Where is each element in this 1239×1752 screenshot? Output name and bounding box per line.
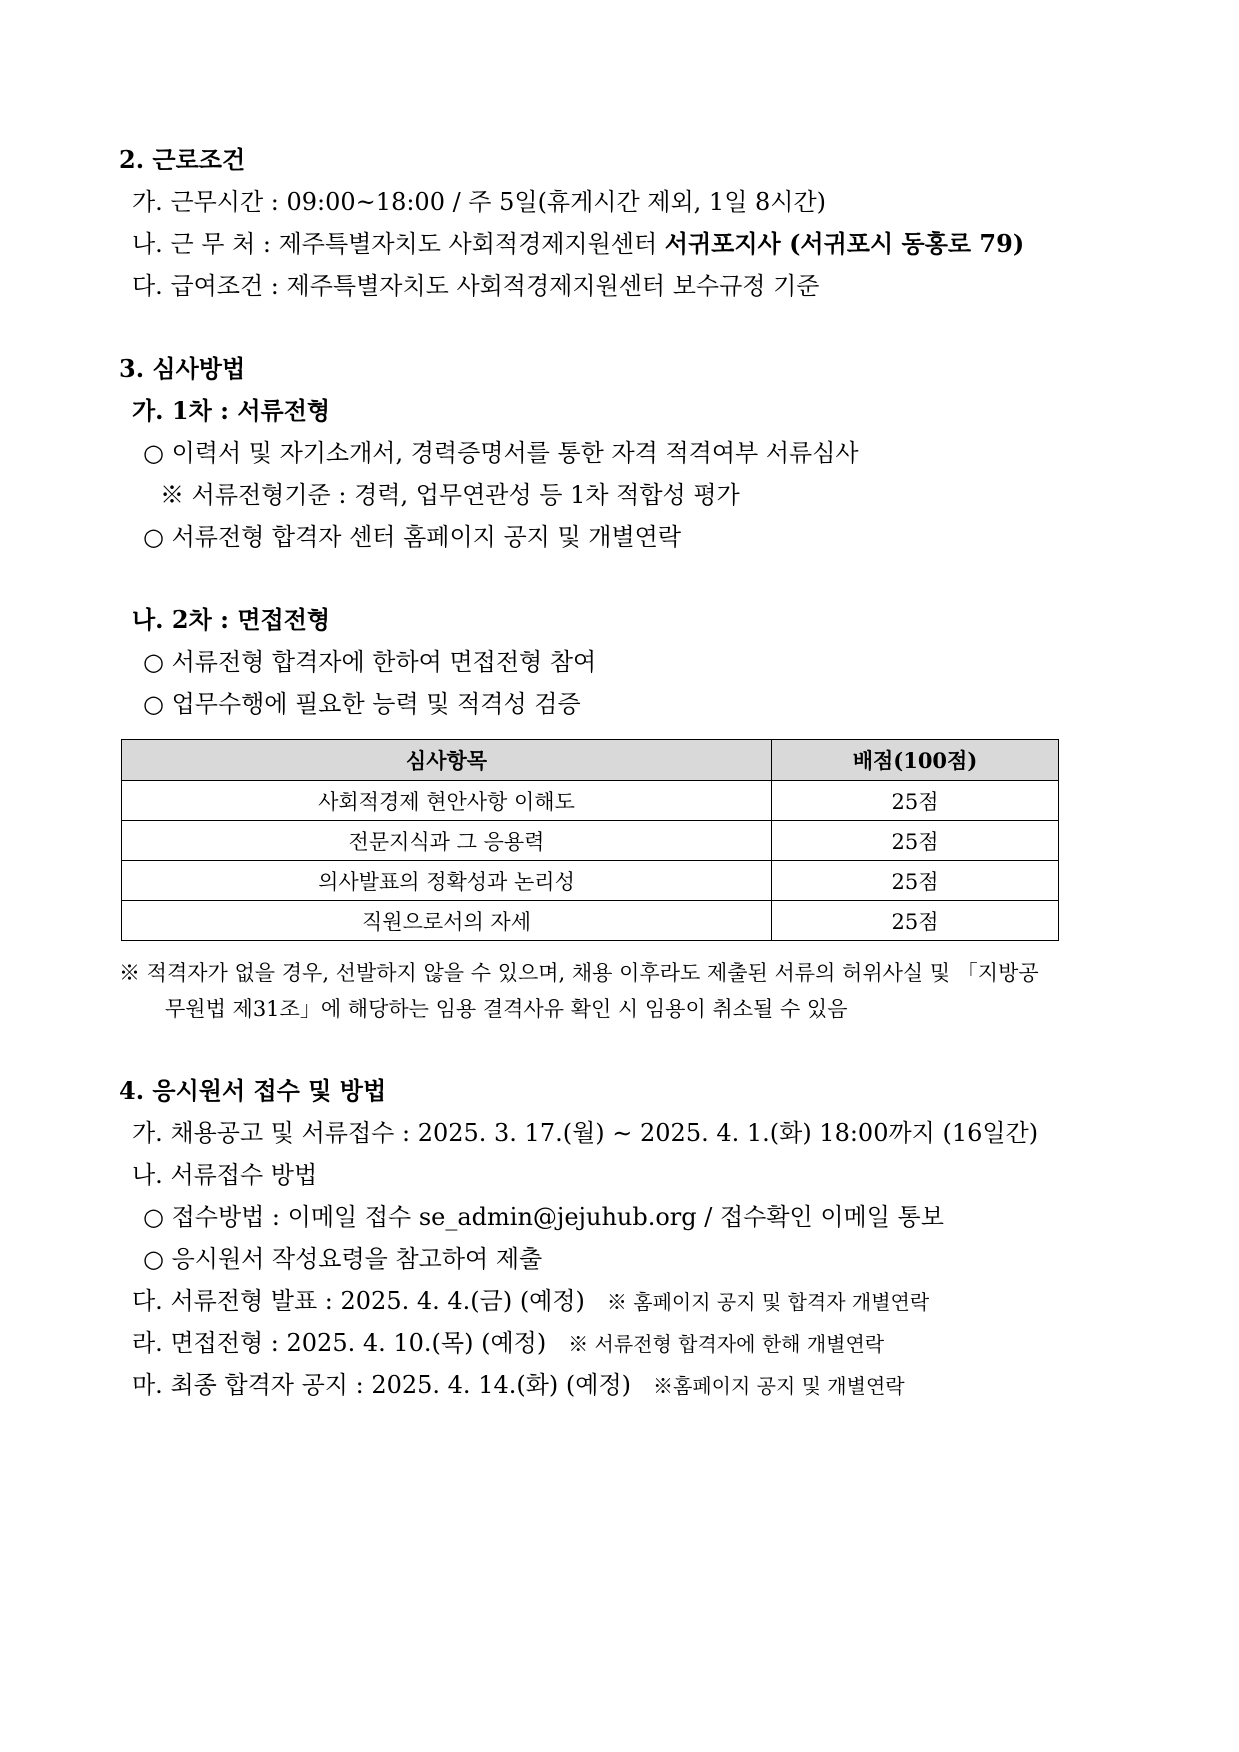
table-row	[122, 821, 1059, 861]
posting-period: 가. 채용공고 및 서류접수 : 2025. 3. 17.(월) ∼ 2025. 4. 1.(화) 18:00까지 (16일간)	[132, 1119, 1039, 1147]
table-row	[122, 861, 1059, 901]
interview-line	[132, 1327, 884, 1360]
section2-heading: 2. 근로조건	[119, 145, 246, 174]
stage2-title: 나. 2차 : 면접전형	[132, 605, 331, 634]
workplace-text: 나. 근 무 처 : 제주특별자치도 사회적경제지원센터	[132, 230, 665, 258]
work-hours: 가. 근무시간 : 09:00~18:00 / 주 5일(휴게시간 제외, 1일 8시간)	[132, 188, 827, 216]
submission-guide: ○ 응시원서 작성요령을 참고하여 제출	[143, 1245, 543, 1273]
section4-heading: 4. 응시원서 접수 및 방법	[119, 1076, 387, 1105]
workplace	[132, 228, 1024, 260]
final-line	[132, 1369, 905, 1402]
final-note: ※홈페이지 공지 및 개별연락	[653, 1374, 905, 1398]
score-cell: 25점	[772, 821, 1059, 861]
submission-method: ○ 접수방법 : 이메일 접수 se_admin@jejuhub.org / 접수확인 이메일 통보	[143, 1203, 944, 1231]
criteria-cell: 전문지식과 그 응용력	[122, 821, 772, 861]
stage2-bullet2: ○ 업무수행에 필요한 능력 및 적격성 검증	[143, 690, 581, 718]
header-score: 배점(100점)	[772, 740, 1059, 781]
doc-result-note: ※ 홈페이지 공지 및 합격자 개별연락	[606, 1290, 930, 1314]
doc-result-line	[132, 1285, 929, 1318]
evaluation-table	[121, 739, 1059, 941]
table-row	[122, 901, 1059, 941]
workplace-branch: 서귀포지사 (서귀포시 동홍로 79)	[664, 229, 1025, 258]
score-cell: 25점	[772, 901, 1059, 941]
interview-date: 라. 면접전형 : 2025. 4. 10.(목) (예정)	[132, 1329, 547, 1357]
table-row	[122, 781, 1059, 821]
submission-method-title: 나. 서류접수 방법	[132, 1161, 318, 1189]
salary-condition: 다. 급여조건 : 제주특별자치도 사회적경제지원센터 보수규정 기준	[132, 272, 820, 300]
section3-heading: 3. 심사방법	[119, 354, 246, 383]
stage1-note: ※ 서류전형기준 : 경력, 업무연관성 등 1차 적합성 평가	[160, 481, 740, 509]
stage1-bullet1: ○ 이력서 및 자기소개서, 경력증명서를 통한 자격 적격여부 서류심사	[143, 439, 859, 467]
doc-result: 다. 서류전형 발표 : 2025. 4. 4.(금) (예정)	[132, 1287, 585, 1315]
criteria-cell: 직원으로서의 자세	[122, 901, 772, 941]
final-announcement: 마. 최종 합격자 공지 : 2025. 4. 14.(화) (예정)	[132, 1371, 631, 1399]
score-cell: 25점	[772, 861, 1059, 901]
footnote-line2: 무원법 제31조」에 해당하는 임용 결격사유 확인 시 임용이 취소될 수 있음	[165, 997, 848, 1021]
score-cell: 25점	[772, 781, 1059, 821]
footnote-line1: ※ 적격자가 없을 경우, 선발하지 않을 수 있으며, 채용 이후라도 제출된 서류의 허위사실 및 「지방공	[119, 961, 1039, 985]
stage1-bullet2: ○ 서류전형 합격자 센터 홈페이지 공지 및 개별연락	[143, 523, 682, 551]
criteria-cell: 사회적경제 현안사항 이해도	[122, 781, 772, 821]
table-header-row	[122, 740, 1059, 781]
interview-note: ※ 서류전형 합격자에 한해 개별연락	[568, 1332, 885, 1356]
stage2-bullet1: ○ 서류전형 합격자에 한하여 면접전형 참여	[143, 648, 597, 676]
header-criteria: 심사항목	[122, 740, 772, 781]
criteria-cell: 의사발표의 정확성과 논리성	[122, 861, 772, 901]
stage1-title: 가. 1차 : 서류전형	[132, 396, 331, 425]
